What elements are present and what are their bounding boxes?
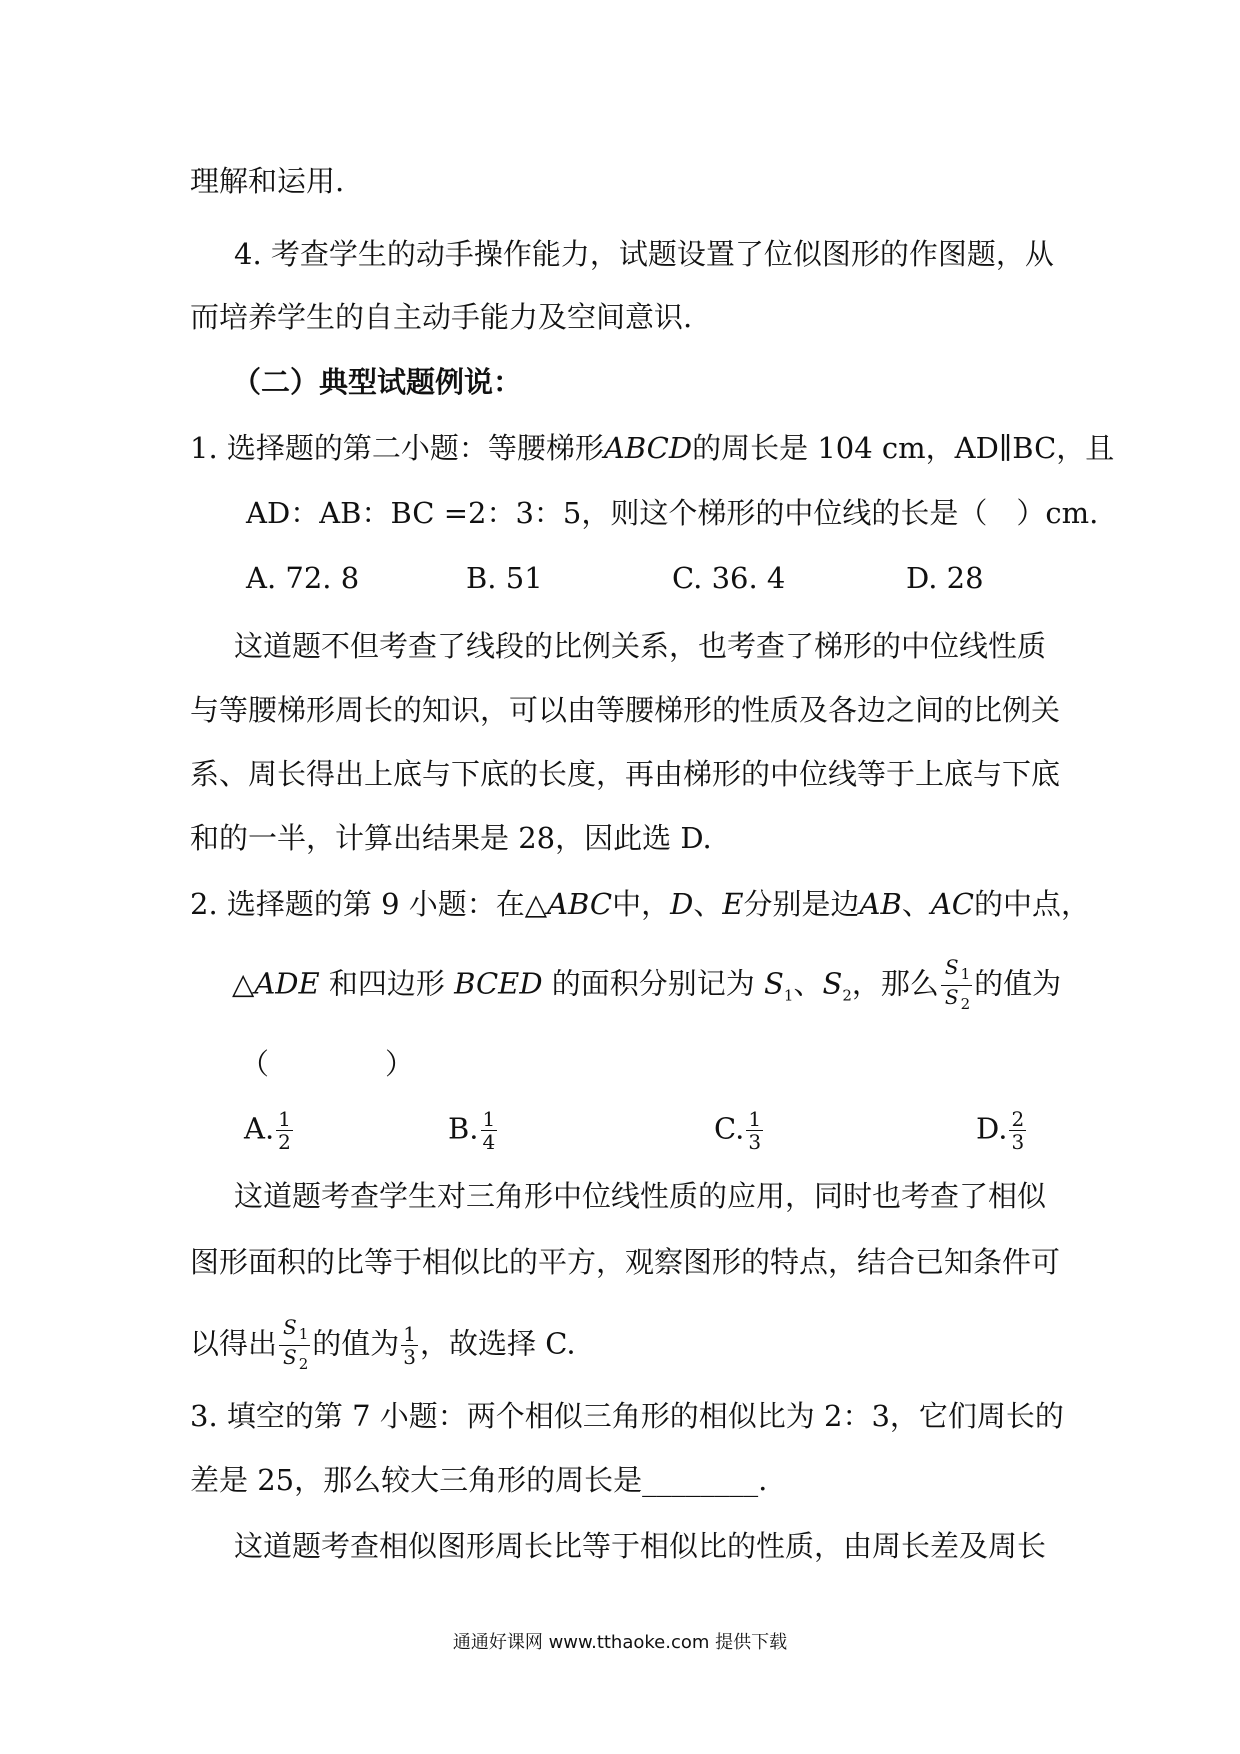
page-footer: 通通好课网 www.tthaoke.com 提供下载 bbox=[452, 1632, 788, 1653]
option-b: B. 51 bbox=[466, 561, 543, 595]
option-d: D. 28 bbox=[906, 561, 984, 595]
fraction-one-third: $\frac{1}{3}$ bbox=[748, 1107, 762, 1154]
explanation-1-line-3: 系、周长得出上底与下底的长度，再由梯形的中位线等于上底与下底 bbox=[190, 757, 1061, 791]
fraction-one-third-answer: $\frac{1}{3}$ bbox=[403, 1322, 417, 1369]
option-c: C. 36. 4 bbox=[672, 561, 786, 595]
explanation-2-line-2: 图形面积的比等于相似比的平方，观察图形的特点，结合已知条件可 bbox=[190, 1245, 1061, 1279]
question-1-line-1: 1. 选择题的第二小题：等腰梯形ABCD的周长是 104 cm，AD∥BC，且 bbox=[190, 431, 1115, 465]
question-3-line-1: 3. 填空的第 7 小题：两个相似三角形的相似比为 2：3，它们周长的 bbox=[190, 1399, 1064, 1433]
fraction-one-quarter: $\frac{1}{4}$ bbox=[482, 1107, 496, 1154]
fraction-s1-over-s2: $\frac{S _1}{S _2}$ bbox=[941, 956, 972, 1015]
fraction-s1-over-s2-answer: $\frac{S _1}{S _2}$ bbox=[279, 1316, 310, 1375]
line-2: 4. 考查学生的动手操作能力，试题设置了位似图形的作图题，从 bbox=[234, 237, 1054, 271]
explanation-1-line-1: 这道题不但考查了线段的比例关系，也考查了梯形的中位线性质 bbox=[234, 629, 1047, 663]
option-2-c: C. $\frac{1}{3}$ bbox=[714, 1107, 762, 1154]
question-2-line-2: △ADE 和四边形 BCED 的面积分别记为 $S_1$、$S_2$，那么 $\frac{S _1}{S _2}$ 的值为 bbox=[232, 955, 1062, 1013]
question-2-line-1: 2. 选择题的第 9 小题：在△ABC中，D、E分别是边AB、AC的中点， bbox=[190, 887, 1090, 921]
question-2-answer-paren: （ ） bbox=[240, 1047, 415, 1081]
line-3: 而培养学生的自主动手能力及空间意识. bbox=[190, 300, 693, 334]
explanation-3-line-1: 这道题考查相似图形周长比等于相似比的性质，由周长差及周长 bbox=[234, 1529, 1047, 1563]
question-1-line-2: AD：AB：BC =2：3：5，则这个梯形的中位线的长是（ ）cm. bbox=[246, 496, 1099, 530]
explanation-1-line-2: 与等腰梯形周长的知识，可以由等腰梯形的性质及各边之间的比例关 bbox=[190, 693, 1061, 727]
line-1: 理解和运用. bbox=[190, 164, 345, 198]
fraction-two-thirds: $\frac{2}{3}$ bbox=[1011, 1107, 1025, 1154]
option-2-a: A. $\frac{1}{2}$ bbox=[244, 1107, 291, 1154]
fraction-one-half: $\frac{1}{2}$ bbox=[278, 1107, 291, 1154]
option-2-d: D. $\frac{2}{3}$ bbox=[976, 1107, 1025, 1154]
option-2-b: B. $\frac{1}{4}$ bbox=[448, 1107, 496, 1154]
section-heading: （二）典型试题例说： bbox=[232, 365, 523, 399]
explanation-2-line-1: 这道题考查学生对三角形中位线性质的应用，同时也考查了相似 bbox=[234, 1179, 1047, 1213]
option-a: A. 72. 8 bbox=[246, 561, 360, 595]
explanation-2-line-3: 以得出 $\frac{S _1}{S _2}$ 的值为 $\frac{1}{3}$ ，故选择 C. bbox=[190, 1315, 576, 1373]
explanation-1-line-4: 和的一半，计算出结果是 28，因此选 D. bbox=[190, 821, 712, 855]
question-3-line-2: 差是 25，那么较大三角形的周长是________. bbox=[190, 1463, 768, 1497]
